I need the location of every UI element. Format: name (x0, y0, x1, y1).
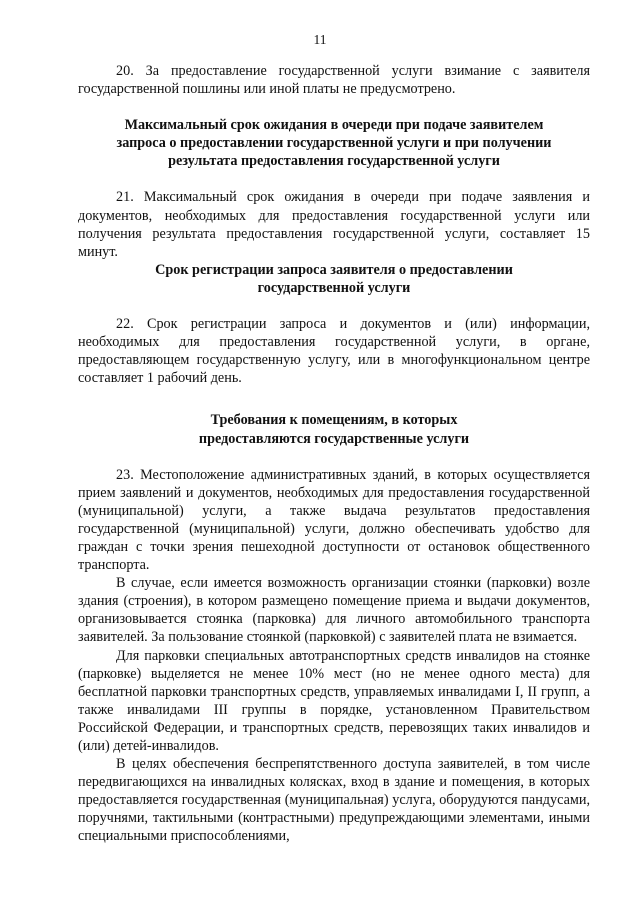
paragraph-22: 22. Срок регистрации запроса и документов и (или) информации, необходимых для предоставления государственной услуги, в органе, предоставляющем государственную услугу, или в многофункциональном центре составляет 1 рабочий день. (78, 316, 590, 387)
paragraph-20: 20. За предоставление государственной услуги взимание с заявителя государственной пошлины или иной платы не предусмотрено. (78, 63, 590, 98)
heading-premises-requirements: Требования к помещениям, в которых предоставляются государственные услуги (198, 412, 470, 447)
paragraph-23: 23. Местоположение административных зданий, в которых осуществляется прием заявлений и документов, необходимых для предоставления государственной (муниципальной) услуги, а также выдача результатов предоставления государственной (муниципальной) услуги, должно обеспечивать удобство для граждан с точки зрения пешеходной доступности от остановок общественного транспорта. (78, 466, 590, 574)
page-number: 11 (313, 32, 327, 47)
paragraph-23-parking: В случае, если имеется возможность организации стоянки (парковки) возле здания (строения), в котором размещено помещение приема и выдачи документов, организовывается стоянка (парковка) для личного автомобильного транспорта заявителей. За пользование стоянкой (парковкой) с заявителей плата не взимается. (78, 575, 590, 646)
paragraph-21: 21. Максимальный срок ожидания в очереди при подаче заявления и документов, необходимых для предоставления государственной услуги или получения результата предоставления государственной услуги, составляет 15 минут. (78, 189, 590, 260)
paragraph-23-accessibility: В целях обеспечения беспрепятственного доступа заявителей, в том числе передвигающихся на инвалидных колясках, вход в здание и помещения, в которых предоставляется государственная (муниципальная) услуга, оборудуются пандусами, поручнями, тактильными (контрастными) предупреждающими элементами, иными специальными приспособлениями, (78, 756, 590, 845)
paragraph-23-disabled-parking: Для парковки специальных автотранспортных средств инвалидов на стоянке (парковке) выделяется не менее 10% мест (но не менее одного места) для бесплатной парковки транспортных средств, управляемых инвалидами I, II групп, а также инвалидами III группы в порядке, установленном Правительством Российской Федерации, и транспортных средств, перевозящих таких инвалидов и (или) детей-инвалидов. (78, 647, 590, 754)
heading-registration-time: Срок регистрации запроса заявителя о предоставлении государственной услуги (155, 261, 513, 296)
heading-queue-wait-time: Максимальный срок ожидания в очереди при подаче заявителем запроса о предоставлении государственной услуги и при получении результата предоставления государственной услуги (116, 117, 552, 170)
document-body (78, 62, 590, 846)
